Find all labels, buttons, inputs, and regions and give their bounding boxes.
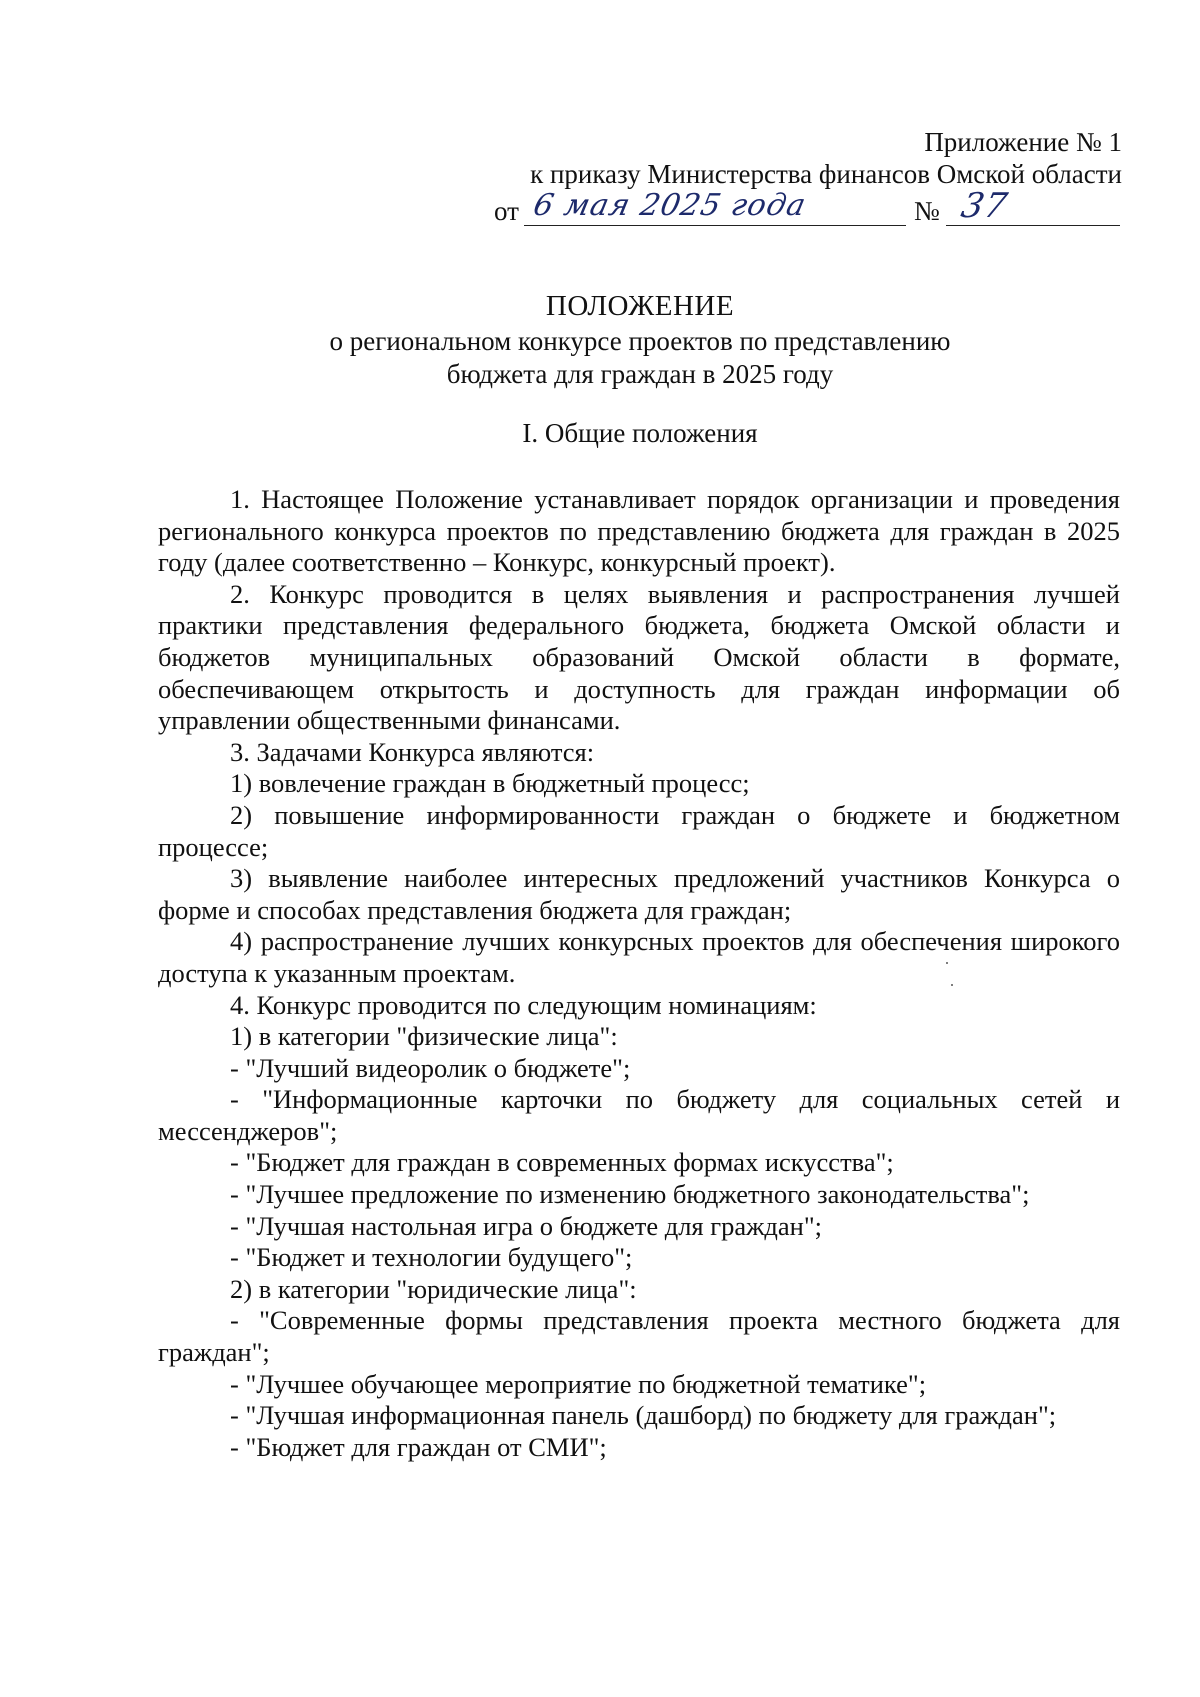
paragraph-3: 3. Задачами Конкурса являются: <box>230 736 595 767</box>
order-date-underline <box>524 225 906 226</box>
nomination-item: - "Лучшая настольная игра о бюджете для граждан"; <box>230 1210 823 1241</box>
nomination-item: - "Бюджет и технологии будущего"; <box>230 1242 633 1273</box>
paragraph-4: 4. Конкурс проводится по следующим номинациям: <box>230 989 817 1020</box>
title-line-1: о региональном конкурсе проектов по представлению <box>329 326 951 356</box>
appendix-header <box>422 126 1122 190</box>
category-legal-entities: 2) в категории "юридические лица": <box>230 1273 637 1304</box>
paragraph-2: 2. Конкурс проводится в целях выявления и распространения лучшей практики представления федерального бюджета, бюджета Омской области и бюджетов муниципальных образований Омской области в формате, обеспечивающем открытость и доступность для граждан информации об управлении общественными финансами. <box>158 578 1120 736</box>
paragraph-1: 1. Настоящее Положение устанавливает порядок организации и проведения регионального конкурса проектов по представлению бюджета для граждан в 2025 году (далее соответственно – Конкурс, конкурсный проект). <box>158 484 1120 578</box>
scan-speck <box>946 962 948 964</box>
category-individuals: 1) в категории "физические лица": <box>230 1021 618 1052</box>
document-title <box>150 290 1130 391</box>
order-date-handwritten: 6 мая 2025 года <box>530 188 810 223</box>
appendix-title: Приложение № 1 <box>924 127 1122 157</box>
nomination-item: - "Лучший видеоролик о бюджете"; <box>230 1052 631 1083</box>
task-item-1: 1) вовлечение граждан в бюджетный процесс; <box>230 768 750 799</box>
section-heading: I. Общие положения <box>522 418 758 448</box>
task-item-3: 3) выявление наиболее интересных предложений участников Конкурса о форме и способах представления бюджета для граждан; <box>158 863 1120 925</box>
scan-speck <box>951 984 953 986</box>
task-item-4: 4) распространение лучших конкурсных проектов для обеспечения широкого доступа к указанным проектам. <box>158 926 1120 988</box>
nomination-item: - "Лучшее предложение по изменению бюджетного законодательства"; <box>230 1179 1030 1210</box>
order-date-number-line <box>494 186 1120 232</box>
nomination-item: - "Лучшая информационная панель (дашборд) по бюджету для граждан"; <box>230 1400 1057 1431</box>
nomination-item: - "Бюджет для граждан от СМИ"; <box>230 1431 607 1462</box>
title-main: ПОЛОЖЕНИЕ <box>545 290 735 322</box>
order-from-label: от <box>494 196 519 226</box>
appendix-reference: к приказу Министерства финансов Омской области <box>530 159 1122 189</box>
order-number-handwritten: 37 <box>957 186 1012 226</box>
task-item-2: 2) повышение информированности граждан о бюджете и бюджетном процессе; <box>158 799 1120 862</box>
title-line-2: бюджета для граждан в 2025 году <box>446 359 834 389</box>
nomination-item: - "Современные формы представления проекта местного бюджета для граждан"; <box>158 1305 1120 1368</box>
nomination-item: - "Лучшее обучающее мероприятие по бюджетной тематике"; <box>230 1368 927 1399</box>
nomination-item: - "Бюджет для граждан в современных формах искусства"; <box>230 1147 894 1178</box>
order-number-label: № <box>914 196 940 226</box>
document-body <box>158 484 1120 1463</box>
nomination-item: - "Информационные карточки по бюджету для социальных сетей и мессенджеров"; <box>158 1084 1120 1146</box>
